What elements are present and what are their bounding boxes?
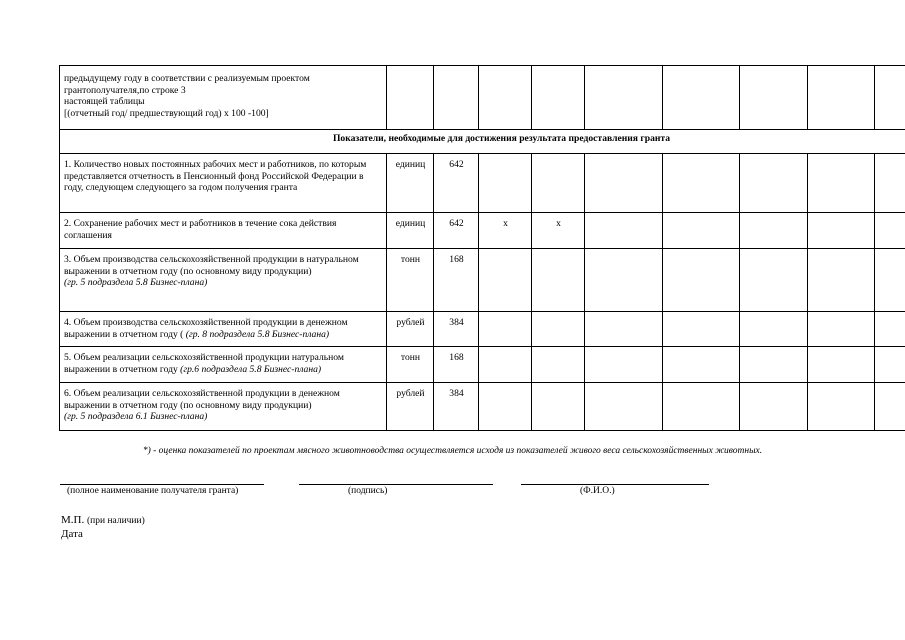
stamp-note: (при наличии) [86,516,145,526]
footnote: *) - оценка показателей по проектам мясного животноводства осуществляется исходя из показателей живого веса сельскохозяйственных животных. [142,446,763,456]
sign-caption: (подпись) [348,486,388,496]
table-row [60,249,905,312]
unit-cell: тонн [387,249,434,312]
row-text-line: грантополучателя,по строке 3 [64,84,186,96]
value-cell: x [479,213,532,249]
row-text-main: 4. Объем производства сельскохозяйственной продукции в денежном выражении в отчетном году ( [64,317,348,340]
unit-cell: рублей [387,312,434,347]
row-text: 2. Сохранение рабочих мест и работников в течение сока действия соглашения [60,213,387,249]
fio-caption: (Ф.И.О.) [580,486,615,496]
row-text [60,347,387,383]
row-text-reference: (гр. 5 подраздела 5.8 Бизнес-плана) [64,277,208,288]
indicators-table [59,65,905,431]
row-text-reference: (гр.6 подраздела 5.8 Бизнес-плана) [180,363,322,375]
unit-cell: тонн [387,347,434,383]
row-text [60,312,387,347]
row-text-main: 3. Объем производства сельскохозяйственной продукции в натуральном выражении в отчетном году (по основному виду продукции) [64,254,359,277]
section-header-row [60,130,905,154]
code-cell: 642 [434,154,479,213]
row-text-line: [(отчетный год/ предшествующий год) x 100 -100] [64,107,269,119]
row-text: 1. Количество новых постоянных рабочих мест и работников, по которым представляется отчетность в Пенсионный фонд Российской Федерации в году, следующем следующего за годом получения гранта [60,154,387,213]
unit-cell: рублей [387,383,434,431]
fio-signature-line [521,484,709,485]
row-text-reference: (гр. 5 подраздела 6.1 Бизнес-плана) [64,411,208,422]
stamp-label: М.П. [61,514,85,526]
code-cell: 642 [434,213,479,249]
name-caption: (полное наименование получателя гранта) [67,486,239,496]
sign-signature-line [299,484,493,485]
row-text-line: настоящей таблицы [64,96,145,107]
table-row [60,66,905,130]
code-cell: 384 [434,383,479,431]
stamp-place [61,514,145,526]
row-text-reference: (гр. 8 подраздела 5.8 Бизнес-плана) [185,328,330,340]
row-text [60,249,387,312]
value-cell: x [532,213,585,249]
row-text-line: предыдущему году в соответствии с реализуемым проектом [64,73,310,84]
section-title: Показатели, необходимые для достижения результата предоставления гранта [60,130,905,154]
table-row [60,154,905,213]
code-cell: 168 [434,347,479,383]
unit-cell: единиц [387,213,434,249]
table-row [60,312,905,347]
code-cell: 384 [434,312,479,347]
table-row [60,347,905,383]
row-text [60,383,387,431]
name-signature-line [60,484,264,485]
code-cell: 168 [434,249,479,312]
date-label: Дата [61,528,83,540]
unit-cell: единиц [387,154,434,213]
table-row [60,213,905,249]
row-text-main: 5. Объем реализации сельскохозяйственной продукции натуральном выражении в отчетном году [64,352,344,375]
row-text [60,66,387,130]
table-row [60,383,905,431]
row-text-main: 6. Объем реализации сельскохозяйственной продукции в денежном выражении в отчетном году (по основному виду продукции) [64,388,340,411]
